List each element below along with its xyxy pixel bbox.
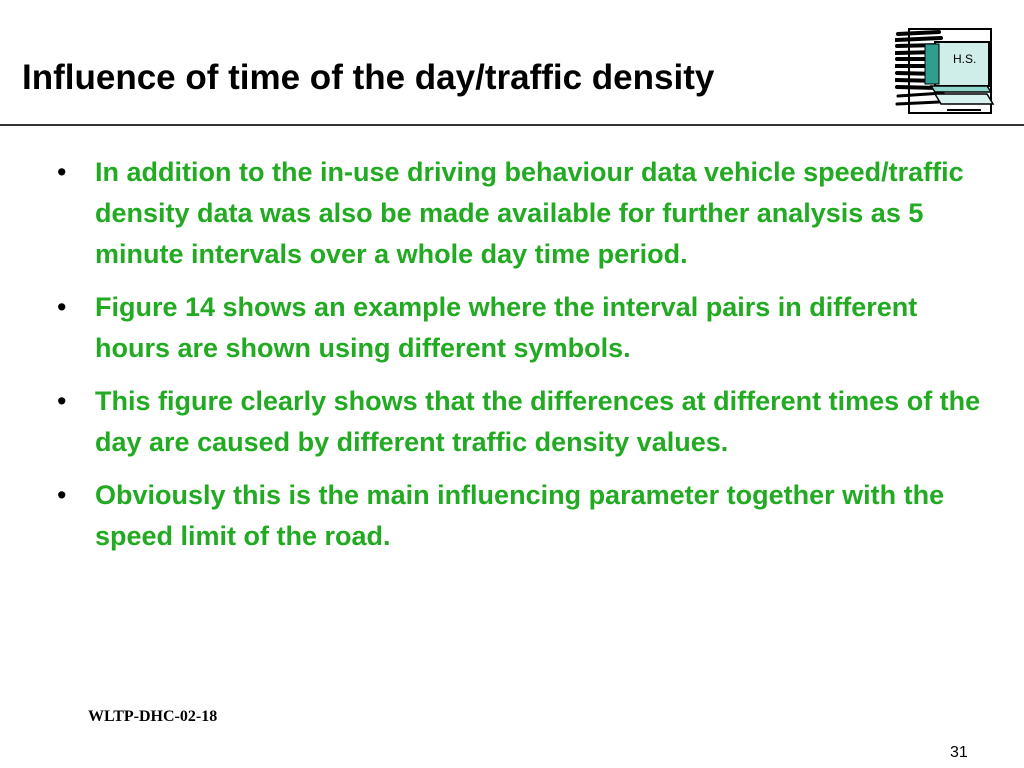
footer-document-code: WLTP-DHC-02-18 xyxy=(88,708,218,725)
bullet-marker: • xyxy=(57,386,67,416)
bullet-item-3 xyxy=(57,381,987,463)
bullet-text: This figure clearly shows that the differences at different times of the day are caused by different traffic density values. xyxy=(95,386,981,457)
bullet-text: In addition to the in-use driving behaviour data vehicle speed/traffic density data was also be made available for further analysis as 5 minute intervals over a whole day time period. xyxy=(95,157,964,269)
bullet-item-4 xyxy=(57,475,987,557)
bullet-text: Obviously this is the main influencing parameter together with the speed limit of the road. xyxy=(95,480,945,551)
slide-title: Influence of time of the day/traffic density xyxy=(22,58,715,97)
bullet-marker: • xyxy=(57,480,67,510)
bullet-item-2 xyxy=(57,287,987,369)
bullet-item-1 xyxy=(57,152,987,275)
bullet-marker: • xyxy=(57,157,67,187)
bullet-list xyxy=(57,152,987,569)
bullet-text: Figure 14 shows an example where the interval pairs in different hours are shown using different symbols. xyxy=(95,292,918,363)
title-divider xyxy=(0,124,1024,126)
computer-monitor-icon xyxy=(895,26,995,116)
logo-initials: H.S. xyxy=(953,52,977,66)
page-number: 31 xyxy=(950,744,968,761)
bullet-marker: • xyxy=(57,292,67,322)
